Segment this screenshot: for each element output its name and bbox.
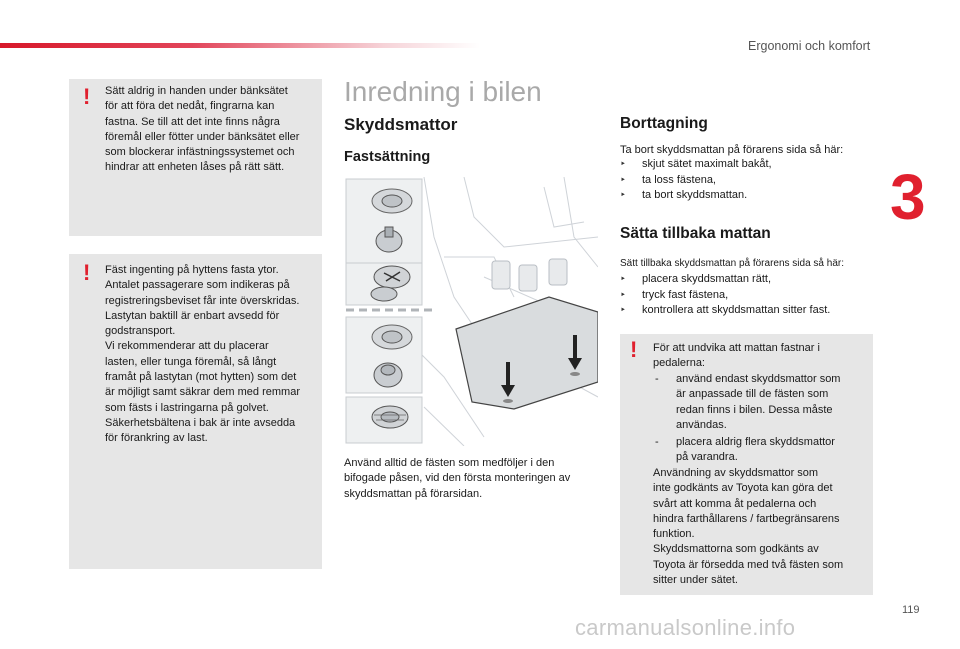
list-item: ‣ placera skyddsmattan rätt, — [620, 272, 880, 288]
floor-mat-illustration — [344, 177, 598, 446]
chapter-number: 3 — [890, 161, 926, 233]
list-item: ‣ kontrollera att skyddsmattan sitter fast. — [620, 303, 880, 319]
warning-box-3 — [620, 334, 873, 595]
warning-text-3b: Användning av skyddsmattor som inte godkänts av Toyota kan göra det svårt att komma åt pedalerna och hindra farthållarens / fartbegränsarens funktion. Skyddsmattorna som godkänts av Toyota är försedda med två fästen som sitter under sätet. — [653, 467, 844, 587]
section-title-skyddsmattor: Skyddsmattor — [344, 115, 458, 134]
warning-text-3a: För att undvika att mattan fastnar i pedalerna: — [653, 342, 820, 370]
list-item: ‣ ta loss fästena, — [620, 173, 880, 189]
illustration-caption: Använd alltid de fästen som medföljer i den bifogade påsen, vid den första monteringen av skyddsmattan på förarsidan. — [344, 457, 571, 500]
page-title: Inredning i bilen — [344, 76, 542, 107]
warning-icon: ! — [83, 84, 91, 109]
warning-box-1 — [69, 79, 322, 236]
refit-steps — [620, 272, 880, 319]
header-section-title: Ergonomi och komfort — [748, 39, 871, 53]
refit-intro: Sätt tillbaka skyddsmattan på förarens sida så här: — [620, 258, 845, 269]
subsection-title-fastsattning: Fastsättning — [344, 149, 431, 165]
warning-text-3-dash2: placera aldrig flera skyddsmattor på varandra. — [676, 436, 835, 464]
warning-text-2: Fäst ingenting på hyttens fasta ytor. Antalet passagerare som indikeras på registreringsbeviset får inte överskridas. Lastytan baktill är enbart avsedd för godstransport. Vi rekommenderar att du placerar lasten, eller tunga föremål, så långt framåt på lastytan (mot hytten) som det är möjligt samt säkrar dem med remmar som fästs i lastringarna på golvet. Säkerhetsbältena i bak är inte avsedda för förankring av last. — [105, 264, 300, 445]
section-title-satta-tillbaka: Sätta tillbaka mattan — [620, 225, 771, 242]
list-item: ‣ ta bort skyddsmattan. — [620, 188, 880, 204]
warning-box-2 — [69, 254, 322, 569]
page-number: 119 — [902, 604, 920, 616]
dash-marker: - — [655, 373, 659, 385]
watermark: carmanualsonline.info — [575, 615, 796, 640]
list-item: ‣ skjut sätet maximalt bakåt, — [620, 157, 880, 173]
removal-intro: Ta bort skyddsmattan på förarens sida så här: — [620, 144, 844, 156]
list-item: ‣ tryck fast fästena, — [620, 288, 880, 304]
header-accent-bar — [0, 43, 480, 48]
warning-icon: ! — [630, 337, 638, 362]
warning-text-3-dash1: använd endast skyddsmattor som är anpassade till de fästen som redan finns i bilen. Dessa måste användas. — [676, 373, 841, 431]
dash-marker: - — [655, 436, 659, 448]
warning-text-1: Sätt aldrig in handen under bänksätet för att föra det nedåt, fingrarna kan fastna. Se till att det inte finns några föremål eller fötter under bänksätet eller som blockerar infästningssystemet och hindrar att enheten låses på rätt sätt. — [105, 85, 300, 174]
removal-steps — [620, 157, 880, 204]
section-title-borttagning: Borttagning — [620, 115, 708, 132]
warning-icon: ! — [83, 260, 91, 285]
